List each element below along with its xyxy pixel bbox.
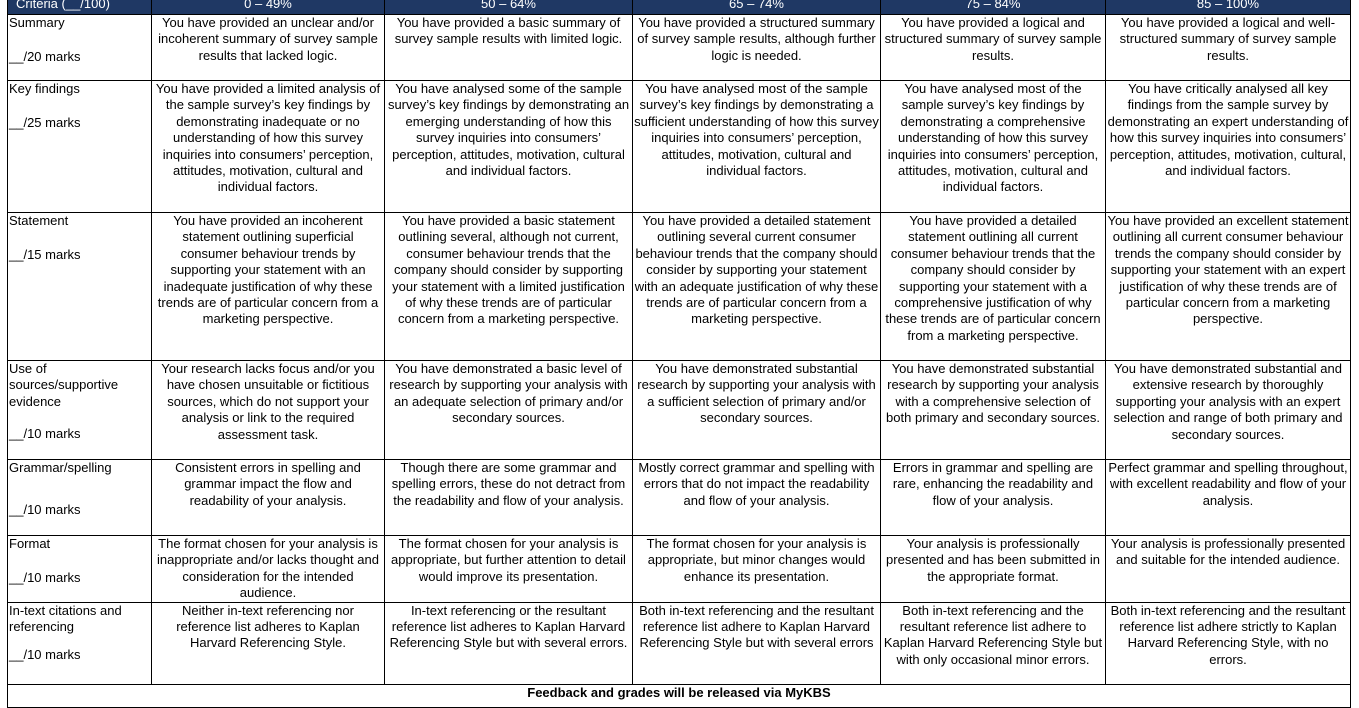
descriptor-cell: You have demonstrated substantial research by supporting your analysis with a comprehensive selection of both primary and secondary sources.: [881, 361, 1106, 460]
criterion-cell: [8, 460, 152, 536]
descriptor-cell: You have provided a detailed statement outlining all current consumer behaviour trends that the company should consider by supporting your statement with a comprehensive justification of why these trends are of particular concern from a marketing perspective.: [881, 213, 1106, 361]
criterion-cell: [8, 213, 152, 361]
rubric-table: [7, 0, 1351, 708]
descriptor-cell: The format chosen for your analysis is inappropriate and/or lacks thought and consideration for the intended audience.: [152, 536, 385, 603]
criterion-name: Statement: [9, 213, 69, 228]
descriptor-cell: You have critically analysed all key findings from the sample survey by demonstrating an expert understanding of how this survey inquiries into consumers’ perception, attitudes, motivation, cultural, and individual factors.: [1106, 81, 1351, 213]
criterion-marks: __/25 marks: [9, 115, 81, 131]
criterion-name: Format: [9, 536, 51, 551]
criterion-name: Grammar/spelling: [9, 460, 112, 475]
rubric-row-summary: [8, 15, 1351, 81]
descriptor-cell: The format chosen for your analysis is appropriate, but further attention to detail would improve its presentation.: [385, 536, 633, 603]
descriptor-cell: Though there are some grammar and spelling errors, these do not detract from the readability and flow of your analysis.: [385, 460, 633, 536]
descriptor-cell: Your research lacks focus and/or you have chosen unsuitable or fictitious sources, which do not support your analysis or link to the required assessment task.: [152, 361, 385, 460]
criterion-name: Summary: [9, 15, 65, 30]
rubric-row-key-findings: [8, 81, 1351, 213]
descriptor-cell: You have provided a logical and structured summary of survey sample results.: [881, 15, 1106, 81]
descriptor-cell: Consistent errors in spelling and grammar impact the flow and readability of your analysis.: [152, 460, 385, 536]
criterion-cell: [8, 536, 152, 603]
descriptor-cell: Neither in-text referencing nor reference list adheres to Kaplan Harvard Referencing Style.: [152, 602, 385, 684]
band-header: 75 – 84%: [881, 0, 1106, 15]
descriptor-cell: Both in-text referencing and the resultant reference list adhere to Kaplan Harvard Referencing Style but with only occasional minor errors.: [881, 602, 1106, 684]
band-header: 50 – 64%: [385, 0, 633, 15]
descriptor-cell: You have provided a limited analysis of the sample survey’s key findings by demonstrating inadequate or no understanding of how this survey inquiries into consumers’ perception, attitudes, motivation, cultural and individual factors.: [152, 81, 385, 213]
criterion-marks: __/10 marks: [9, 502, 81, 518]
criterion-cell: [8, 81, 152, 213]
descriptor-cell: Your analysis is professionally presented and has been submitted in the appropriate format.: [881, 536, 1106, 603]
rubric-row-grammar: [8, 460, 1351, 536]
criterion-marks: __/20 marks: [9, 49, 81, 65]
rubric-row-statement: [8, 213, 1351, 361]
descriptor-cell: Mostly correct grammar and spelling with errors that do not impact the readability and flow of your analysis.: [633, 460, 881, 536]
descriptor-cell: You have demonstrated a basic level of research by supporting your analysis with an adequate selection of primary and/or secondary sources.: [385, 361, 633, 460]
descriptor-cell: You have demonstrated substantial research by supporting your analysis with a sufficient selection of primary and/or secondary sources.: [633, 361, 881, 460]
descriptor-cell: You have provided an excellent statement outlining all current consumer behaviour trends the company should consider by supporting your statement with an expert justification of why these trends are of particular concern from a marketing perspective.: [1106, 213, 1351, 361]
descriptor-cell: Errors in grammar and spelling are rare, enhancing the readability and flow of your analysis.: [881, 460, 1106, 536]
descriptor-cell: Both in-text referencing and the resultant reference list adhere strictly to Kaplan Harvard Referencing Style, with no errors.: [1106, 602, 1351, 684]
criteria-header: Criteria (__/100): [8, 0, 152, 15]
criterion-marks: __/10 marks: [9, 426, 81, 442]
rubric-row-referencing: [8, 602, 1351, 684]
criterion-marks: __/10 marks: [9, 647, 81, 663]
descriptor-cell: The format chosen for your analysis is appropriate, but minor changes would enhance its presentation.: [633, 536, 881, 603]
descriptor-cell: You have demonstrated substantial and extensive research by thoroughly supporting your analysis with an expert selection and range of both primary and secondary sources.: [1106, 361, 1351, 460]
criterion-name: Key findings: [9, 81, 80, 96]
descriptor-cell: You have analysed some of the sample survey’s key findings by demonstrating an emerging understanding of how this survey inquiries into consumers’ perception, attitudes, motivation, cultural and individual factors.: [385, 81, 633, 213]
criterion-cell: [8, 15, 152, 81]
criterion-cell: [8, 602, 152, 684]
descriptor-cell: You have provided a detailed statement outlining several current consumer behaviour trends that the company should consider by supporting your statement with an adequate justification of why these trends are of particular concern from a marketing perspective.: [633, 213, 881, 361]
band-header: 65 – 74%: [633, 0, 881, 15]
band-header: 0 – 49%: [152, 0, 385, 15]
descriptor-cell: You have provided a basic summary of survey sample results with limited logic.: [385, 15, 633, 81]
criterion-marks: __/15 marks: [9, 247, 81, 263]
descriptor-cell: You have provided a logical and well-structured summary of survey sample results.: [1106, 15, 1351, 81]
descriptor-cell: You have provided an unclear and/or incoherent summary of survey sample results that lacked logic.: [152, 15, 385, 81]
descriptor-cell: Your analysis is professionally presented and suitable for the intended audience.: [1106, 536, 1351, 603]
descriptor-cell: You have analysed most of the sample survey’s key findings by demonstrating a sufficient understanding of how this survey inquiries into consumers’ perception, attitudes, motivation, cultural and individual factors.: [633, 81, 881, 213]
descriptor-cell: Both in-text referencing and the resultant reference list adhere to Kaplan Harvard Referencing Style but with several errors: [633, 602, 881, 684]
criterion-name: Use of sources/supportive evidence: [9, 361, 119, 409]
header-row: [8, 0, 1351, 15]
descriptor-cell: Perfect grammar and spelling throughout, with excellent readability and flow of your analysis.: [1106, 460, 1351, 536]
footer-row: [8, 684, 1351, 707]
descriptor-cell: You have analysed most of the sample survey’s key findings by demonstrating a comprehensive understanding of how this survey inquiries into consumers’ perception, attitudes, motivation, cultural and individual factors.: [881, 81, 1106, 213]
criterion-cell: [8, 361, 152, 460]
feedback-note: Feedback and grades will be released via MyKBS: [8, 684, 1351, 707]
descriptor-cell: You have provided a structured summary of survey sample results, although further logic is needed.: [633, 15, 881, 81]
criterion-marks: __/10 marks: [9, 570, 81, 586]
rubric-row-format: [8, 536, 1351, 603]
rubric-row-sources: [8, 361, 1351, 460]
descriptor-cell: In-text referencing or the resultant reference list adheres to Kaplan Harvard Referencing Style but with several errors.: [385, 602, 633, 684]
descriptor-cell: You have provided a basic statement outlining several, although not current, consumer behaviour trends that the company should consider by supporting your statement with a limited justification of why these trends are of particular concern from a marketing perspective.: [385, 213, 633, 361]
band-header: 85 – 100%: [1106, 0, 1351, 15]
criterion-name: In-text citations and referencing: [9, 602, 122, 635]
descriptor-cell: You have provided an incoherent statement outlining superficial consumer behaviour trends by supporting your statement with an inadequate justification of why these trends are of particular concern from a marketing perspective.: [152, 213, 385, 361]
